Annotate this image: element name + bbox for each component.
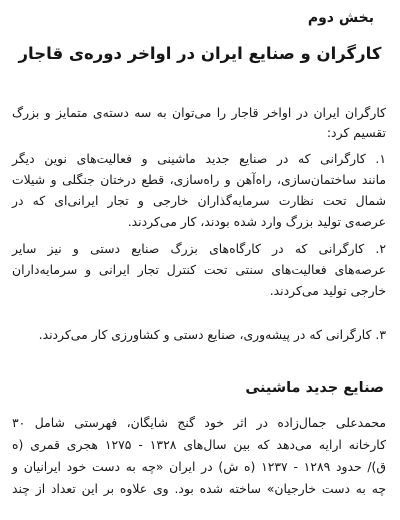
body-line: کارخانه ارایه می‌دهد که بین سال‌های ۱۳۲۸ - ۱۲۷۵ هجری قمری (ه bbox=[12, 437, 386, 452]
intro-line: کارگران ایران در اواخر قاجار را می‌توان به سه دسته‌ی متمایز و بزرگ bbox=[12, 105, 386, 120]
body-line: چه به دست خارجیان» ساخته شده بود. وی علاوه بر این تعداد از چند bbox=[12, 481, 386, 496]
list-item-line: خارجی تولید می‌کردند. bbox=[269, 283, 386, 298]
list-item-line: ۱. کارگرانی که در صنایع جدید ماشینی و فعالیت‌های نوین دیگر bbox=[12, 151, 386, 166]
list-item-line: شمال تحت نظارت سرمایه‌گذاران خارجی و تجار ایرانی‌ای که در bbox=[12, 193, 386, 208]
part-label: بخش دوم bbox=[307, 10, 374, 26]
body-line: ق)/ حدود ۱۲۸۹ - ۱۲۳۷ (ه ش) در ایران «چه به دست خود ایرانیان و bbox=[12, 459, 386, 474]
list-item-line: مانند ساختمان‌سازی، راه‌آهن و راه‌سازی، قطع درختان جنگلی و شیلات bbox=[12, 172, 386, 187]
list-item-line: ۳. کارگرانی که در پیشه‌وری، صنایع دستی و کشاورزی کار می‌کردند. bbox=[38, 327, 386, 342]
list-item-line: ۲. کارگرانی که در کارگاه‌های بزرگ صنایع دستی و نیز سایر bbox=[12, 241, 386, 256]
list-item-line: عرصه‌های فعالیت‌های سنتی تحت کنترل تجار ایرانی و سرمایه‌داران bbox=[12, 262, 386, 277]
section-heading: صنایع جدید ماشینی bbox=[245, 380, 384, 396]
list-item-line: عرصه‌ی تولید بزرگ وارد شده بودند، کار می‌کردند. bbox=[127, 214, 386, 229]
body-line: محمدعلی جمال‌زاده در اثر خود گنج شایگان، فهرستی شامل ۳۰ bbox=[12, 415, 386, 430]
intro-line: تقسیم کرد: bbox=[326, 125, 386, 140]
chapter-title: کارگران و صنایع ایران در اواخر دوره‌ی قاجار bbox=[18, 44, 382, 63]
